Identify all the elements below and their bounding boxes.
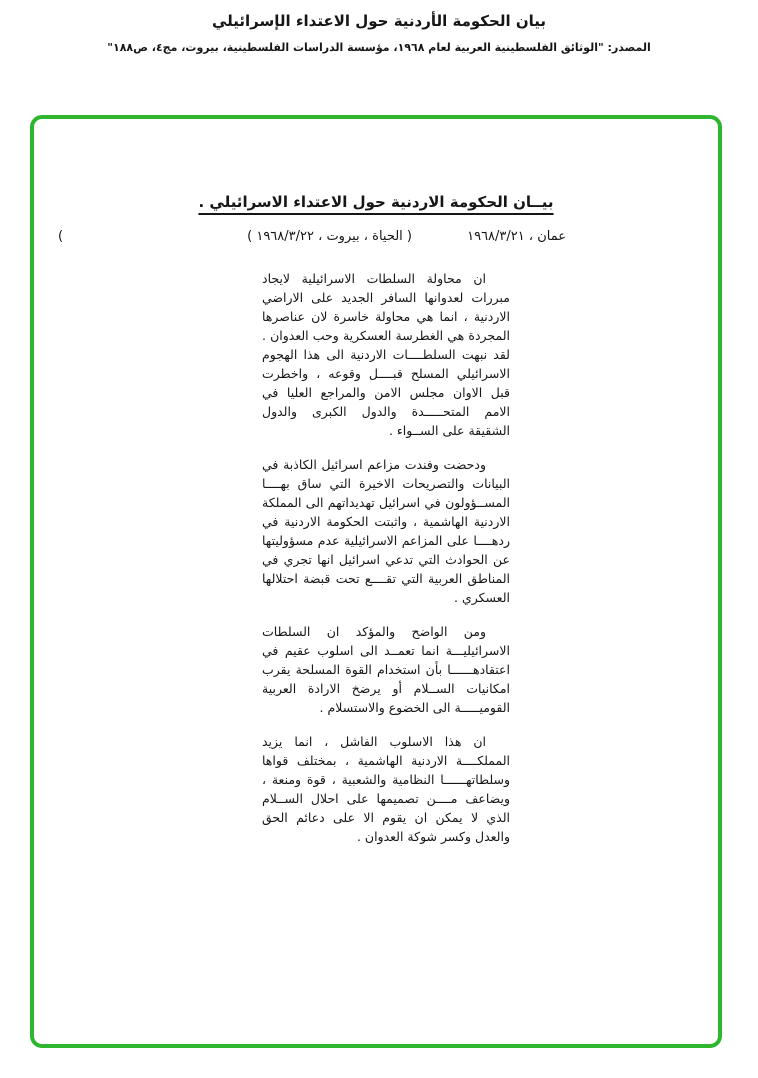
dateline (34, 229, 718, 251)
page-header (0, 12, 758, 54)
paragraph-2: ودحضت وفندت مزاعم اسرائيل الكاذبة في البيانات والتصريحات الاخيرة التي ساق بهــــا المســؤولون في اسرائيل تهديداتهم الى المملكة الاردنية الهاشمية ، واثبتت الحكومة الاردنية في ردهــــا على المزاعم الاسرائيلية عدم مسؤوليتها عن الحوادث التي تدعي اسرائيل انها تجري في المناطق العربية التي تقــــع تحت قبضة احتلالها العسكري . (262, 457, 510, 605)
dateline-open-paren: ( (58, 229, 64, 244)
dateline-place-date: عمان ، ١٩٦٨/٣/٢١ (467, 229, 566, 244)
header-title: بيان الحكومة الأردنية حول الاعتداء الإسرائيلي (211, 12, 547, 30)
dateline-publication: ( الحياة ، بيروت ، ١٩٦٨/٣/٢٢ ) (247, 229, 412, 244)
document-frame (30, 115, 722, 1048)
paragraph-4: ان هذا الاسلوب الفاشل ، انما يزيد المملكــــة الاردنية الهاشمية ، بمختلف قواها وسلطاتهــــــا النظامية والشعبية ، قوة ومنعة ، ويضاعف مــــن تصميمها على احلال الســلام الذي لا يمكن ان يقوم الا على دعائم الحق والعدل وكسر شوكة العدوان . (262, 734, 510, 844)
header-source-line: المصدر: "الوثائق الفلسطينية العربية لعام ١٩٦٨، مؤسسة الدراسات الفلسطينية، بيروت، مج٤، ص١٨٨" (107, 41, 651, 54)
document-body (262, 269, 510, 861)
paragraph-1: ان محاولة السلطات الاسرائيلية لايجاد مبررات لعدوانها السافر الجديد على الاراضي الاردنية ، انما هي محاولة خاسرة لان عناصرها المجردة هي الغطرسة العسكرية وحب العدوان . لقد نبهت السلطــــات الاردنية الى هذا الهجوم الاسرائيلي المسلح قبــــل وقوعه ، واخطرت قبل الاوان مجلس الامن والمراجع العليا في الامم المتحـــــدة والدول الكبرى والدول الشقيقة على الســواء . (262, 271, 510, 438)
document-title: بيــان الحكومة الاردنية حول الاعتداء الاسرائيلي . (198, 193, 554, 211)
paragraph-3: ومن الواضح والمؤكد ان السلطات الاسرائيليـــة انما تعمــد الى اسلوب عقيم في اعتقادهــــــا بأن استخدام القوة المسلحة يقرب امكانيات الســلام أو يرضخ الارادة العربية القوميـــــة الى الخضوع والاستسلام . (262, 624, 510, 715)
